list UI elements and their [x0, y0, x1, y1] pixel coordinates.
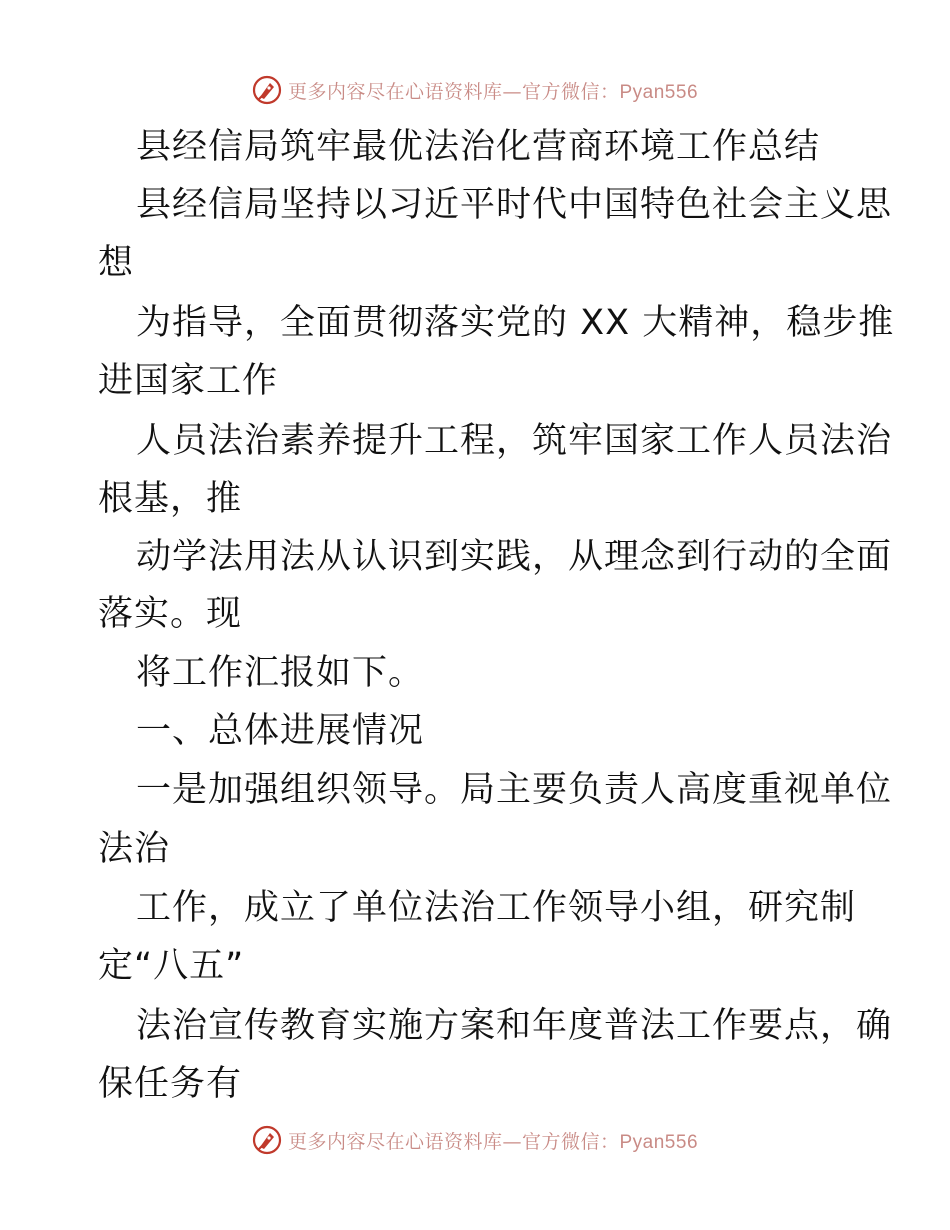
footer-banner — [0, 1120, 950, 1160]
paragraph-line: 进国家工作 — [98, 361, 279, 401]
banner-text — [288, 77, 698, 104]
section-heading: 一、总体进展情况 — [136, 711, 425, 751]
banner-site-text: 更多内容尽在心语资料库 — [287, 1130, 503, 1153]
pen-nib-logo-icon — [252, 75, 282, 105]
paragraph-line: 法治宣传教育实施方案和年度普法工作要点，确 — [136, 1006, 893, 1046]
pen-nib-logo-icon — [252, 1125, 282, 1155]
paragraph-line: 为指导，全面贯彻落实党的 XX 大精神，稳步推 — [136, 303, 895, 343]
paragraph-line: 将工作汇报如下。 — [136, 653, 425, 693]
paragraph-line: 落实。现 — [98, 594, 243, 634]
paragraph-line: 保任务有 — [98, 1064, 243, 1104]
paragraph-line: 想 — [98, 243, 135, 283]
paragraph-line: 工作，成立了单位法治工作领导小组，研究制 — [136, 888, 857, 928]
document-title: 县经信局筑牢最优法治化营商环境工作总结 — [136, 127, 821, 167]
banner-contact-label: 官方微信： — [521, 1130, 620, 1153]
banner-separator: — — [502, 1130, 522, 1153]
banner-separator: — — [502, 80, 522, 103]
header-banner — [0, 70, 950, 110]
paragraph-line: 根基，推 — [98, 479, 243, 519]
paragraph-line: 定“八五” — [98, 946, 245, 986]
paragraph-line: 人员法治素养提升工程，筑牢国家工作人员法治 — [136, 421, 893, 461]
banner-contact-id: Pyan556 — [619, 81, 699, 103]
paragraph-line: 法治 — [98, 829, 171, 869]
paragraph-line: 动学法用法从认识到实践，从理念到行动的全面 — [136, 537, 893, 577]
paragraph-line: 一是加强组织领导。局主要负责人高度重视单位 — [136, 770, 893, 810]
banner-site-text: 更多内容尽在心语资料库 — [287, 80, 503, 103]
banner-text — [288, 1127, 698, 1154]
banner-contact-id: Pyan556 — [619, 1131, 699, 1153]
paragraph-line: 县经信局坚持以习近平时代中国特色社会主义思 — [136, 185, 893, 225]
banner-contact-label: 官方微信： — [521, 80, 620, 103]
